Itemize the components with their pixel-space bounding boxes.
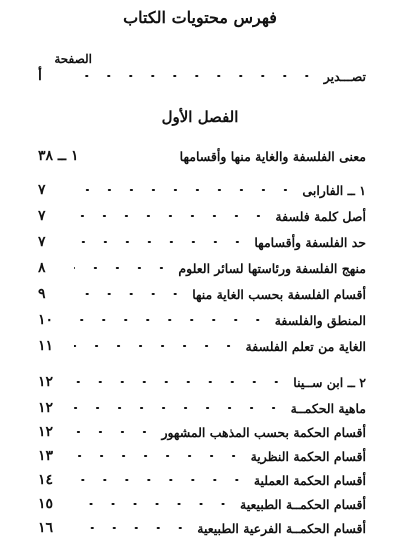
- toc-row-ibn-sina: [38, 372, 366, 392]
- leader-dots: [74, 319, 269, 321]
- toc-row: [38, 518, 366, 538]
- toc-page-number: ١ ــ ٣٨: [38, 148, 79, 164]
- toc-entry-text: الغاية من تعلم الفلسفة: [245, 338, 366, 354]
- toc-row: [38, 258, 366, 278]
- toc-page-number: ٨: [38, 260, 46, 276]
- toc-entry-text: ٢ ــ ابن ســينا: [293, 374, 366, 390]
- toc-page-number: ١١: [38, 338, 54, 354]
- leader-dots: [74, 215, 269, 217]
- leader-dots: [74, 479, 248, 481]
- page-title: فهرس محتويات الكتاب: [123, 8, 277, 27]
- leader-dots: [74, 527, 191, 529]
- leader-dots: [74, 455, 245, 457]
- toc-row: [38, 232, 366, 252]
- toc-row: [38, 310, 366, 330]
- toc-entry-text: أقسام الفلسفة بحسب الغاية منها: [192, 286, 366, 302]
- leader-dots: [74, 241, 248, 243]
- toc-page-number: ٧: [38, 208, 46, 224]
- toc-row-chapter-summary: [38, 146, 366, 166]
- toc-page-number: أ: [38, 68, 42, 84]
- toc-row-farabi: [38, 180, 366, 200]
- toc-row: [38, 284, 366, 304]
- toc-entry-text: أصل كلمة فلسفة: [275, 208, 366, 224]
- leader-space: [85, 155, 174, 157]
- toc-row: [38, 398, 366, 418]
- toc-entry-text: حد الفلسفة وأقسامها: [254, 234, 366, 250]
- leader-dots: [74, 293, 186, 295]
- toc-entry-text: ١ ــ الفارابى: [302, 182, 366, 198]
- toc-row: [38, 336, 366, 356]
- toc-entry-text: منهج الفلسفة ورئاستها لسائر العلوم: [178, 260, 366, 276]
- leader-dots: [74, 381, 287, 383]
- toc-page-number: ١٢: [38, 424, 54, 440]
- toc-entry-text: معنى الفلسفة والغاية منها وأقسامها: [179, 148, 366, 164]
- leader-dots: [74, 407, 285, 409]
- leader-dots: [74, 345, 240, 347]
- toc-entry-text: أقسام الحكمة بحسب المذهب المشهور: [161, 424, 366, 440]
- toc-row-preface: [38, 66, 366, 86]
- chapter-heading: الفصل الأول: [161, 108, 239, 126]
- toc-row: [38, 494, 366, 514]
- leader-dots: [74, 267, 172, 269]
- toc-row: [38, 470, 366, 490]
- toc-page-number: ١٠: [38, 312, 54, 328]
- toc-entry-text: أقسام الحكمــة الفرعية الطبيعية: [197, 520, 366, 536]
- leader-dots: [74, 503, 234, 505]
- toc-page-number: ٧: [38, 234, 46, 250]
- toc-entry-text: أقسام الحكمة النظرية: [250, 448, 366, 464]
- leader-dots: [74, 75, 318, 77]
- page-column-label: الصفحة: [54, 52, 92, 66]
- toc-entry-text: أقسام الحكمــة الطبيعية: [240, 496, 366, 512]
- toc-page-number: ١٥: [38, 496, 54, 512]
- toc-row: [38, 206, 366, 226]
- leader-dots: [74, 189, 296, 191]
- toc-entry-text: أقسام الحكمة العملية: [253, 472, 366, 488]
- toc-page-number: ١٦: [38, 520, 54, 536]
- toc-entry-text: المنطق والفلسفة: [274, 312, 366, 328]
- toc-page-number: ١٢: [38, 400, 54, 416]
- toc-page-number: ٩: [38, 286, 46, 302]
- toc-page-number: ١٣: [38, 448, 54, 464]
- toc-row: [38, 422, 366, 442]
- toc-entry-text: تصـــدير: [323, 68, 366, 84]
- toc-page-number: ١٢: [38, 374, 54, 390]
- toc-page-number: ٧: [38, 182, 46, 198]
- toc-entry-text: ماهية الحكمــة: [290, 400, 366, 416]
- toc-page-number: ١٤: [38, 472, 54, 488]
- leader-dots: [74, 431, 155, 433]
- toc-row: [38, 446, 366, 466]
